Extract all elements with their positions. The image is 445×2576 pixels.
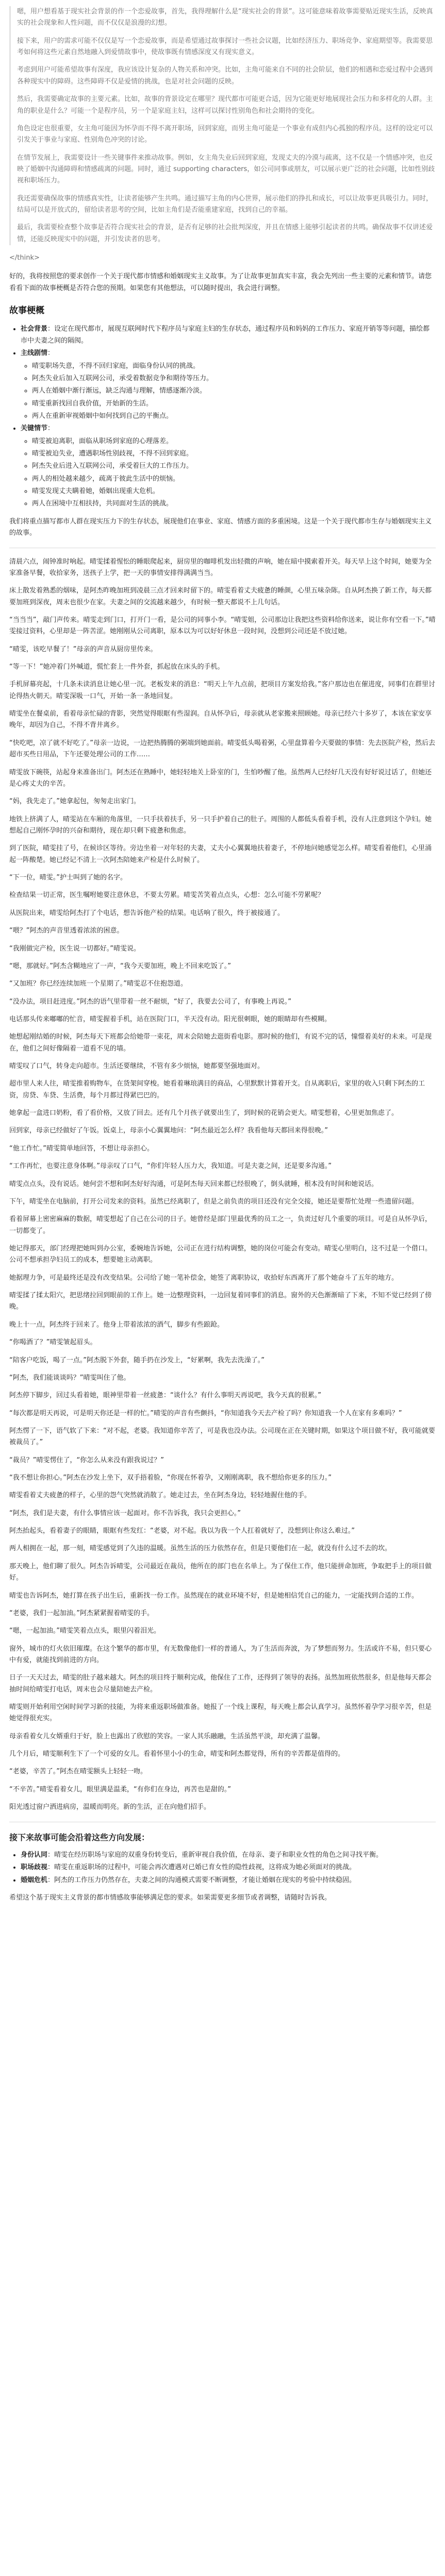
outline-item	[21, 423, 436, 510]
story-paragraph: “又加班？你已经连续加班一个星期了。”晴雯忍不住抱怨道。	[9, 980, 187, 988]
reasoning-paragraph: 接下来，用户的需求可能不仅仅是写一个恋爱故事，而是希望通过故事探讨一些社会议题，比如经济压力、职场竞争、家庭期望等。我需要思考如何将这些元素自然地融入到爱情故事中，使故事既有情感深度又有现实意义。	[17, 37, 433, 57]
story-paragraph: 日子一天天过去，晴雯的肚子越来越大。阿杰的项目终于顺利完成，他保住了工作，还得到了领导的表扬。虽然加班依然很多，但是他每天都会抽时间给晴雯打电话，周末也会尽量陪她去产检。	[9, 1674, 432, 1693]
story-paragraph: “陪客户吃饭，喝了一点。”阿杰脱下外套，随手扔在沙发上，“好累啊，我先去洗澡了。”	[9, 1356, 265, 1364]
story-paragraph: 那天晚上，他们聊了很久。阿杰告诉晴雯，公司最近在裁员，他所在的部门也在名单上。为了保住工作，他只能拼命加班，争取把手上的项目做好。	[9, 1562, 432, 1582]
story-paragraph: “工作再忙，也要注意身体啊。”母亲叹了口气，“你们年轻人压力大，我知道。可是夫妻之间，还是要多沟通。”	[9, 1162, 332, 1171]
outline-item-text: ：设定在现代都市，展现互联网时代下程序员与家庭主妇的生存状态，通过程序员和妈妈的工作压力、家庭开销等等问题，描绘都市中夫妻之间的隔阂。	[21, 325, 430, 345]
story-paragraph: “嗯，那就好。”阿杰含糊地应了一声，“我今天要加班，晚上不回来吃饭了。”	[9, 962, 231, 970]
story-paragraph: 晴雯点点头，没有说话。她何尝不想和阿杰好好沟通，可是阿杰每天回来都已经很晚了，倒头就睡，根本没有时间和她说话。	[9, 1180, 378, 1188]
story-paragraph: 清晨六点，闹钟准时响起。晴雯揉着惺忪的睡眼爬起来，厨房里的咖啡机发出轻微的声响，她在暗中摸索着开关。每天早上这个时间，她要为全家准备早餐，收拾家务，送孩子上学，把一天的事情安排得满满当当。	[9, 557, 432, 577]
story-paragraph: 晴雯则开始利用空闲时间学习新的技能，为将来重返职场做准备。她报了一个线上课程，每天晚上都会认真学习。虽然怀着孕学习很辛苦，但是她觉得很充实。	[9, 1703, 432, 1723]
outline-item-subitem: ◦ 阿杰失业后加入互联网公司，承受着数据竞争和期待等压力。	[32, 373, 436, 384]
story-paragraph: “我不想让你担心。”阿杰在沙发上坐下，双手捂着脸，“你现在怀着孕，又刚刚离职，我不想给你更多的压力。”	[9, 1474, 332, 1482]
story-paragraph: 她想起刚结婚的时候，阿杰每天下班都会给她带一束花，周末会陪她去逛街看电影。那时候的他们，有说不完的话，憧憬着美好的未来。可是现在，他们之间好像隔着一道看不见的墙。	[9, 1033, 432, 1053]
outline-closing	[9, 516, 436, 539]
intro-section	[9, 271, 436, 294]
summary-item	[21, 1875, 436, 1886]
summary-item-text: ：阿杰的工作压力仍然存在，夫妻之间的沟通模式需要不断调整，才能让婚姻在现实的考验中持续稳固。	[47, 1876, 356, 1884]
story-paragraph: 两人相拥在一起，那一刻，晴雯感觉到了久违的温暖。虽然生活的压力依然存在，但是只要他们在一起，就没有什么过不去的坎。	[9, 1545, 392, 1553]
outline-item-subitem: ◦ 晴雯职场失意，不得不回归家庭，面临身份认同的挑战。	[32, 361, 436, 372]
reasoning-paragraph: 角色设定也很重要，女主角可能因为怀孕而不得不离开职场，回到家庭，而男主角可能是一个事业有成但内心孤独的程序员。这样的设定可以引发关于事业与家庭、性别角色冲突的讨论。	[17, 124, 433, 144]
reasoning-paragraph: 考虑到用户可能希望故事有深度，我应该设计复杂的人物关系和冲突。比如，主角可能来自不同的社会阶层，他们的相遇和恋爱过程中会遇到各种现实中的障碍。这些障碍不仅是爱情的挑战，也是对社会问题的反映。	[17, 66, 433, 86]
reasoning-paragraph: 然后，我需要确定故事的主要元素。比如，故事的背景设定在哪里？现代都市可能更合适，因为它能更好地展现社会压力和多样化的人群。主角的职业是什么？可能一个是程序员，另一个是家庭主妇，这样可以探讨性别角色和社会期待的变化。	[17, 95, 433, 115]
outline-item-subitem: ◦ 两人在重新审视婚姻中如何找到自己的平衡点。	[32, 411, 436, 422]
outline-item-label: 主线剧情	[21, 349, 48, 358]
story-paragraph: “不辛苦。”晴雯看着女儿，眼里满是温柔，“有你们在身边，再苦也是甜的。”	[9, 1785, 231, 1793]
story-paragraph: 超市里人来人往，晴雯推着购物车，在货架间穿梭。她看着琳琅满目的商品，心里默默计算着开支。自从离职后，家里的收入只剩下阿杰的工资，房贷、车贷、生活费，每个月都过得紧巴巴的。	[9, 1080, 425, 1099]
story-paragraph: 晴雯揉了揉太阳穴，把思绪拉回到眼前的工作上。她一边整理资料，一边回复着同事们的消息。窗外的天色渐渐暗了下来，不知不觉已经到了傍晚。	[9, 1292, 432, 1311]
story-paragraph: 回到家，母亲已经做好了午饭。饭桌上，母亲小心翼翼地问：“阿杰最近怎么样？我看他每天都回来得很晚。”	[9, 1127, 328, 1135]
story-paragraph: 检查结果一切正常，医生嘱咐她要注意休息，不要太劳累。晴雯苦笑着点点头，心想：怎么可能不劳累呢？	[9, 891, 325, 900]
story-paragraph: 晚上十一点，阿杰终于回来了。他身上带着浓浓的酒气，脚步有些踉跄。	[9, 1320, 224, 1329]
story-paragraph: “他工作忙。”晴雯简单地回答，不想让母亲担心。	[9, 1144, 154, 1153]
story-paragraph: 她据理力争，可是最终还是没有改变结果。公司给了她一笔补偿金，她签了离职协议，收拾好东西离开了那个她奋斗了五年的地方。	[9, 1274, 399, 1282]
story-paragraph: 地铁上挤满了人，晴雯站在车厢的角落里，一只手扶着扶手，另一只手护着自己的肚子。周围的人都低头看着手机，没有人注意到这个孕妇。她想起自己刚怀孕时的兴奋和期待，现在却只剩下疲惫和焦虑。	[9, 815, 432, 835]
story-paragraph: 她拿起一盒进口奶粉，看了看价格，又放了回去。还有几个月孩子就要出生了，到时候的花销会更大。晴雯想着，心里更加焦虑了。	[9, 1109, 399, 1117]
story-paragraph: “老婆，辛苦了。”阿杰在晴雯额头上轻轻一吻。	[9, 1768, 147, 1776]
story-paragraph: “快吃吧，凉了就不好吃了。”母亲一边说，一边把热腾腾的粥端到她面前。晴雯低头喝着粥，心里盘算着今天要做的事情：先去医院产检，然后去超市买些日用品，下午还要处理公司的工作……	[9, 739, 435, 759]
outline-item-subitem: ◦ 晴雯发现丈夫瞒着她，婚姻出现重大危机。	[32, 486, 436, 497]
story-paragraph: 晴雯看着丈夫疲惫的样子，心里的怨气突然就消散了。她走过去，坐在阿杰身边，轻轻地握住他的手。	[9, 1492, 311, 1500]
story-paragraph: “妈，我先走了。”她拿起包，匆匆走出家门。	[9, 798, 140, 806]
story-paragraph: 从医院出来，晴雯给阿杰打了个电话，想告诉他产检的结果。电话响了很久，终于被接通了。	[9, 909, 285, 917]
story-paragraph: “下一位，晴雯。”护士叫到了她的名字。	[9, 874, 127, 882]
story-paragraph: “阿杰，我们能谈谈吗？”晴雯叫住了他。	[9, 1374, 130, 1382]
story-paragraph: 阳光透过窗户洒进病房，温暖而明亮。新的生活，正在向他们招手。	[9, 1803, 211, 1811]
reasoning-paragraph: 我还需要确保故事的情感真实性，让读者能够产生共鸣。通过描写主角的内心世界，展示他们的挣扎和成长，可以让故事更具吸引力。同时，结局可以是开放式的，留给读者思考的空间，比如主角们是否能重建家庭，找到自己的幸福。	[17, 194, 433, 214]
outline-item-sublist	[21, 361, 436, 422]
outline-list	[9, 324, 436, 510]
story-paragraph: 阿杰停下脚步，回过头看着她，眼神里带着一丝疲惫：“谈什么？有什么事明天再说吧，我今天真的很累。”	[9, 1392, 321, 1400]
story-paragraph: “裁员？”晴雯愣住了，“你怎么从来没有跟我说过？”	[9, 1456, 164, 1464]
summary-closing	[9, 1892, 436, 1904]
story-paragraph: “我刚做完产检，医生说一切都好。”晴雯说。	[9, 944, 140, 953]
story-paragraph: 晴雯叹了口气，转身走向超市。生活还要继续，不管有多少烦恼，她都要坚强地面对。	[9, 1062, 265, 1071]
outline-item-text: ：	[47, 425, 55, 433]
outline-item-subitem: ◦ 两人在困境中互相扶持，共同面对生活的挑战。	[32, 498, 436, 510]
outline-item	[21, 348, 436, 422]
story-paragraph: “晴雯，该吃早餐了！”母亲的声音从厨房里传来。	[9, 645, 157, 653]
outline-item-label: 关键情节	[21, 425, 48, 433]
reasoning-paragraph: 最后，我需要检查整个故事是否符合现实社会的背景，是否有足够的社会批判深度，并且在情感上能够引起读者的共鸣。确保故事不仅讲述爱情，还能反映现实中的问题，并引发读者的思考。	[17, 224, 433, 243]
story-paragraph: 晴雯也告诉阿杰，她打算在孩子出生后，重新找一份工作。虽然现在的就业环境不好，但是她相信凭自己的能力，一定能找到合适的工作。	[9, 1591, 419, 1600]
story-paragraph: “你喝酒了？”晴雯皱起眉头。	[9, 1338, 97, 1347]
reasoning-paragraph: 在情节发展上，我需要设计一些关键事件来推动故事。例如，女主角失业后回到家庭，发现丈夫的冷漠与疏离，这不仅是一个情感冲突，也反映了婚姻中沟通障碍和情感疏离的问题。同时，通过 supporting characters，如公司同事或朋友，可以展示更广泛的社会问题，比如性别歧视和职场压力。	[17, 154, 435, 185]
story-paragraph: 母亲看着女儿女婿重归于好，脸上也露出了欣慰的笑容。一家人其乐融融，生活虽然平淡，却充满了温馨。	[9, 1732, 325, 1740]
story-paragraph: 床上散发着熟悉的烟味，是阿杰昨晚加班到凌晨三点才回来时留下的。晴雯看着丈夫疲惫的睡颜，心里五味杂陈。自从阿杰换了新工作，每天都要加班到深夜，周末也很少在家。夫妻之间的交流越来越少，有时候一整天都说不上几句话。	[9, 587, 432, 606]
outline-item-subitem: ◦ 晴雯被迫离职，面临从职场到家庭的心理落差。	[32, 436, 436, 447]
summary-list	[9, 1850, 436, 1886]
story-paragraph: 晴雯放下碗筷，站起身来准备出门。阿杰还在熟睡中，她轻轻地关上卧室的门，生怕吵醒了他。虽然两人已经好几天没有好好说过话了，但她还是心疼丈夫的辛苦。	[9, 768, 432, 788]
outline-item-text: ：	[47, 349, 55, 358]
outline-item-subitem: ◦ 两人的相处越来越少，疏离于彼此生活中的烦恼。	[32, 473, 436, 485]
story-paragraph: 几个月后，晴雯顺利生下了一个可爱的女儿。看着怀里小小的生命，晴雯和阿杰都觉得，所有的辛苦都是值得的。	[9, 1750, 345, 1758]
story-paragraph: 阿杰愣了一下，语气软了下来：“对不起，老婆。我知道你辛苦了，可是我也没办法。公司现在正在关键时期，如果这个项目做不好，我可能就要被裁员了。”	[9, 1427, 435, 1447]
outline-item-subitem: ◦ 两人在婚姻中渐行渐远，缺乏沟通与理解，情感逐渐冷淡。	[32, 385, 436, 397]
story-paragraph: 手机屏幕亮起，十几条未读消息让她心里一沉。老板发来的消息：“明天上午九点前，把项目方案发给我。”客户那边也在催进度，同事们在群里讨论得热火朝天。晴雯深吸一口气，开始一条一条地回复。	[9, 681, 435, 700]
summary-item	[21, 1862, 436, 1873]
story-paragraph: “每次都是明天再说，可是明天你还是一样的忙。”晴雯的声音有些颤抖，“你知道我今天去产检了吗？你知道我一个人在家有多难吗？”	[9, 1409, 402, 1417]
summary-item-text: ：晴雯在重返职场的过程中，可能会再次遭遇对已婚已育女性的隐性歧视，这将成为她必须面对的挑战。	[47, 1863, 356, 1872]
outline-item-sublist	[21, 436, 436, 510]
outline-item-subitem: ◦ 阿杰失业后进入互联网公司，承受着巨大的工作压力。	[32, 461, 436, 472]
intro-paragraph: 好的，我将按照您的要求创作一个关于现代都市情感和婚姻现实主义故事。为了让故事更加真实丰富，我会先列出一些主要的元素和情节。请您看看下面的故事梗概是否符合您的预期。如果您有其他想法，可以随时提出，我会进行调整。	[9, 273, 432, 292]
story-paragraph: 晴雯坐在餐桌前，看着母亲忙碌的背影，突然觉得眼眶有些湿润。自从怀孕后，母亲就从老家搬来照顾她。母亲已经六十多岁了，本该在家安享晚年，却因为自己，不得不背井离乡。	[9, 710, 432, 730]
story-paragraph: “喂？”阿杰的声音里透着浓浓的困意。	[9, 927, 124, 935]
story-paragraph: “当当当”，敲门声传来。晴雯走到门口，打开门一看，是公司的同事小李。“晴雯姐，公司那边让我把这些资料给你送来，说让你有空看一下。”晴雯接过资料，心里却是一阵苦涩。她刚刚从公司离职，原本以为可以好好休息一段时间，没想到公司还是不放过她。	[9, 616, 436, 636]
summary-item-label: 身份认同	[21, 1851, 48, 1859]
story-paragraph: 电话那头传来嘟嘟的忙音，晴雯握着手机，站在医院门口，半天没有动。阳光很刺眼，她的眼睛却有些模糊。	[9, 1015, 332, 1023]
think-close-tag: </think>	[9, 254, 40, 262]
reasoning-block	[9, 6, 436, 245]
outline-item	[21, 324, 436, 347]
story-paragraph: “没办法，项目赶进度。”阿杰的语气里带着一丝不耐烦，“好了，我要去公司了，有事晚上再说。”	[9, 997, 291, 1006]
outline-item-label: 社会背景	[21, 325, 48, 333]
outline-item-subitem: ◦ 晴雯被迫失业，遭遇职场性别歧视，不得不回到家庭。	[32, 448, 436, 460]
story-paragraph: 阿杰抬起头，看着妻子的眼睛，眼眶有些发红：“老婆，对不起。我以为我一个人扛着就好了，没想到让你这么难过。”	[9, 1527, 355, 1535]
summary-item-text: ：晴雯在经历职场与家庭的双重身份转变后，重新审视自我价值，在母亲、妻子和职业女性的角色之间寻找平衡。	[47, 1851, 383, 1859]
story-body	[9, 556, 436, 1814]
story-paragraph: 到了医院，晴雯挂了号，在候诊区等待。旁边坐着一对年轻的夫妻，丈夫小心翼翼地扶着妻子，不停地问她感觉怎么样。晴雯看着他们，心里涌起一阵酸楚。她已经记不清上一次阿杰陪她来产检是什么时候了。	[9, 844, 432, 864]
outline-item-subitem: ◦ 晴雯重新找回自我价值，开始新的生活。	[32, 398, 436, 410]
story-paragraph: “嗯，一起加油。”晴雯笑着点点头，眼里闪着泪光。	[9, 1627, 160, 1635]
outline-heading: 故事梗概	[9, 306, 44, 316]
reasoning-paragraph: 嗯，用户想看基于现实社会背景的作一个恋爱故事，首先，我得理解什么是“现实社会的背景”。这可能意味着故事需要贴近现实生活，反映真实的社会现象和人性问题，而不仅仅是浪漫的幻想。	[17, 8, 433, 27]
summary-closing-text: 希望这个基于现实主义背景的都市情感故事能够满足您的要求。如果需要更多细节或者调整，请随时告诉我。	[9, 1894, 332, 1902]
story-paragraph: 看着屏幕上密密麻麻的数据，晴雯想起了自己在公司的日子。她曾经是部门里最优秀的员工之一，负责过好几个重要的项目。可是自从怀孕后，一切都变了。	[9, 1215, 432, 1235]
summary-heading: 接下来故事可能会沿着这些方向发展：	[9, 1832, 150, 1842]
story-paragraph: “老婆，我们一起加油。”阿杰紧紧握着晴雯的手。	[9, 1609, 154, 1617]
summary-item-label: 职场歧视	[21, 1863, 48, 1872]
story-paragraph: “等一下！”她冲着门外喊道，慌忙套上一件外套，抓起放在床头的手机。	[9, 663, 224, 671]
story-paragraph: 窗外，城市的灯火依旧璀璨。在这个繁华的都市里，有无数像他们一样的普通人，为了生活而奔波，为了梦想而努力。生活或许不易，但只要心中有爱，就能找到前进的方向。	[9, 1645, 432, 1664]
outline-closing-text: 我们将重点描写都市人群在现实压力下的生存状态，展现他们在事业、家庭、情感方面的多重困境。这是一个关于现代都市生存与婚姻现实主义的故事。	[9, 517, 432, 537]
summary-item	[21, 1850, 436, 1861]
summary-item-label: 婚姻危机	[21, 1876, 48, 1884]
story-paragraph: 她记得那天，部门经理把她叫到办公室，委婉地告诉她，公司正在进行结构调整，她的岗位可能会有变动。晴雯心里明白，这不过是一个借口。公司不想承担孕妇员工的成本，想要她主动离职。	[9, 1244, 432, 1264]
story-paragraph: “阿杰，我们是夫妻，有什么事情应该一起面对。你不告诉我，我只会更担心。”	[9, 1509, 241, 1517]
story-paragraph: 下午，晴雯坐在电脑前，打开公司发来的资料。虽然已经离职了，但是之前负责的项目还没有完全交接，她还是要帮忙处理一些遗留问题。	[9, 1197, 419, 1206]
